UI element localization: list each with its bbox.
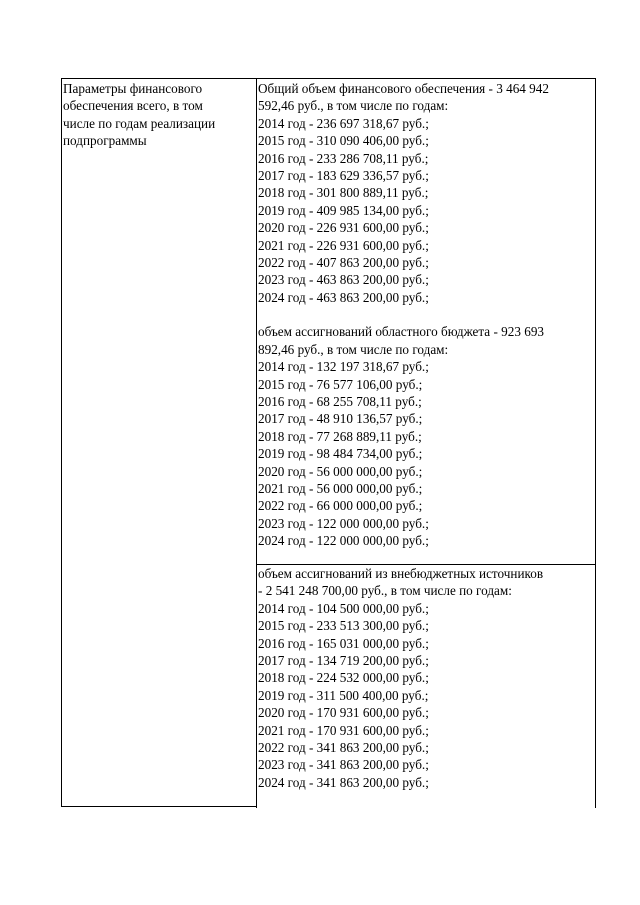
extrabudgetary-year-line: 2015 год - 233 513 300,00 руб.; — [258, 618, 429, 634]
extrabudgetary-header-line: - 2 541 248 700,00 руб., в том числе по годам: — [258, 583, 512, 599]
total-header-line: 592,46 руб., в том числе по годам: — [258, 98, 449, 114]
funding-total-cell — [256, 78, 596, 565]
total-year-line: 2020 год - 226 931 600,00 руб.; — [258, 220, 429, 236]
parameter-label-line: Параметры финансового — [63, 81, 203, 96]
extrabudgetary-year-line: 2020 год - 170 931 600,00 руб.; — [258, 705, 429, 721]
total-year-line: 2022 год - 407 863 200,00 руб.; — [258, 254, 429, 270]
total-year-line: 2016 год - 233 286 708,11 руб.; — [258, 150, 429, 166]
regional-year-line: 2017 год - 48 910 136,57 руб.; — [258, 411, 423, 427]
total-year-line: 2017 год - 183 629 336,57 руб.; — [258, 167, 429, 183]
extrabudgetary-header-line: объем ассигнований из внебюджетных источников — [258, 566, 544, 581]
regional-year-line: 2024 год - 122 000 000,00 руб.; — [258, 533, 429, 549]
extrabudgetary-year-line: 2017 год - 134 719 200,00 руб.; — [258, 652, 429, 668]
total-year-line: 2014 год - 236 697 318,67 руб.; — [258, 115, 429, 131]
funding-table — [61, 78, 597, 808]
parameter-label-text — [62, 79, 256, 150]
regional-year-line: 2021 год - 56 000 000,00 руб.; — [258, 480, 423, 496]
total-year-line: 2021 год - 226 931 600,00 руб.; — [258, 237, 429, 253]
extrabudgetary-year-line: 2024 год - 341 863 200,00 руб.; — [258, 774, 429, 790]
regional-year-line: 2019 год - 98 484 734,00 руб.; — [258, 446, 423, 462]
regional-year-line: 2023 год - 122 000 000,00 руб.; — [258, 515, 429, 531]
extrabudgetary-year-line: 2022 год - 341 863 200,00 руб.; — [258, 739, 429, 755]
total-header-line: Общий объем финансового обеспечения - 3 464 942 — [258, 81, 549, 96]
extrabudgetary-text — [257, 564, 595, 791]
regional-year-line: 2020 год - 56 000 000,00 руб.; — [258, 463, 423, 479]
parameter-label-line: обеспечения всего, в том — [63, 98, 203, 114]
paragraph-gap — [258, 306, 595, 323]
regional-year-line: 2016 год - 68 255 708,11 руб.; — [258, 394, 422, 410]
extrabudgetary-year-line: 2014 год - 104 500 000,00 руб.; — [258, 600, 429, 616]
total-year-line: 2019 год - 409 985 134,00 руб.; — [258, 202, 429, 218]
extrabudgetary-cell — [256, 564, 596, 808]
regional-header-line: объем ассигнований областного бюджета - 923 693 — [258, 324, 545, 340]
parameter-label-cell — [61, 78, 257, 807]
extrabudgetary-year-line: 2023 год - 341 863 200,00 руб.; — [258, 757, 429, 773]
regional-year-line: 2014 год - 132 197 318,67 руб.; — [258, 359, 429, 375]
parameter-label-line: подпрограммы — [63, 133, 147, 149]
regional-year-line: 2018 год - 77 268 889,11 руб.; — [258, 428, 422, 444]
total-year-line: 2023 год - 463 863 200,00 руб.; — [258, 272, 429, 288]
regional-year-line: 2022 год - 66 000 000,00 руб.; — [258, 498, 423, 514]
total-year-line: 2024 год - 463 863 200,00 руб.; — [258, 289, 429, 305]
parameter-label-line: числе по годам реализации — [63, 115, 216, 131]
total-year-line: 2018 год - 301 800 889,11 руб.; — [258, 185, 429, 201]
regional-header-line: 892,46 руб., в том числе по годам: — [258, 341, 449, 357]
extrabudgetary-year-line: 2019 год - 311 500 400,00 руб.; — [258, 687, 429, 703]
extrabudgetary-year-line: 2018 год - 224 532 000,00 руб.; — [258, 670, 429, 686]
extrabudgetary-year-line: 2021 год - 170 931 600,00 руб.; — [258, 722, 429, 738]
total-year-line: 2015 год - 310 090 406,00 руб.; — [258, 133, 429, 149]
regional-year-line: 2015 год - 76 577 106,00 руб.; — [258, 376, 423, 392]
extrabudgetary-year-line: 2016 год - 165 031 000,00 руб.; — [258, 635, 429, 651]
funding-total-text — [257, 79, 595, 550]
